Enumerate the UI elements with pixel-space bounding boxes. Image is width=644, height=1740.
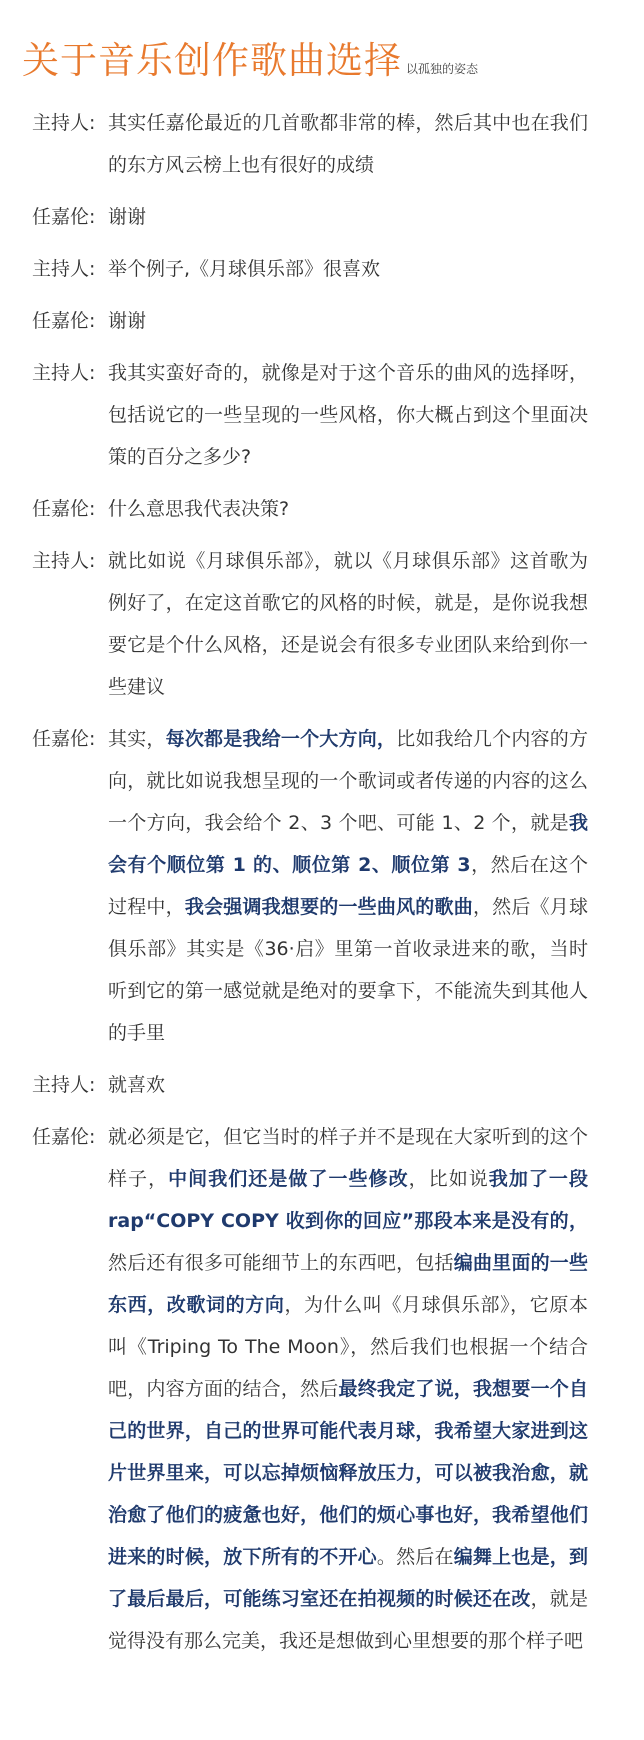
text-segment: 谢谢 xyxy=(108,206,147,228)
text-segment: 就必须是它，但它当时的样子并不是现在大家听到的这个样子， xyxy=(108,1126,588,1190)
dialogue-text xyxy=(108,102,588,186)
text-segment: 谢谢 xyxy=(108,310,147,332)
text-segment: ，就是觉得没有那么完美，我还是想做到心里想要的那个样子吧 xyxy=(108,1588,588,1652)
speaker-label: 任嘉伦: xyxy=(32,498,96,520)
speaker-label: 主持人: xyxy=(32,112,96,134)
dialogue-text xyxy=(108,196,588,238)
dialogue-text xyxy=(108,1116,588,1662)
dialogue-entry xyxy=(0,196,644,238)
text-segment: 。然后在 xyxy=(376,1546,454,1568)
header xyxy=(22,30,478,84)
text-segment: 然后还有很多可能细节上的东西吧，包括 xyxy=(108,1252,454,1274)
text-segment: ，为什么叫《月球俱乐部》，它原本叫《Triping To The Moon》，然后我们也根据一个结合吧，内容方面的结合，然后 xyxy=(108,1294,588,1400)
dialogue-entry xyxy=(0,352,644,478)
speaker-label: 主持人: xyxy=(32,550,96,572)
dialogue-entry xyxy=(0,1064,644,1106)
page-title: 关于音乐创作歌曲选择 xyxy=(22,39,402,82)
text-segment: 什么意思我代表决策? xyxy=(108,498,290,520)
highlighted-text: 最终我定了说，我想要一个自己的世界，自己的世界可能代表月球，我希望大家进到这片世界里来，可以忘掉烦恼释放压力，可以被我治愈，就治愈了他们的疲惫也好，他们的烦心事也好，我希望他们进来的时候，放下所有的不开心 xyxy=(108,1378,588,1568)
highlighted-text: 中间我们还是做了一些修改 xyxy=(168,1168,409,1190)
speaker-label: 主持人: xyxy=(32,258,96,280)
dialogue-entry xyxy=(0,540,644,708)
text-segment: 比如我给几个内容的方向，就比如说我想呈现的一个歌词或者传递的内容的这么一个方向，我会给个 2、3 个吧、可能 1、2 个，就是 xyxy=(108,728,588,834)
page-subtitle: 以孤独的姿态 xyxy=(406,62,479,76)
text-segment: 我其实蛮好奇的，就像是对于这个音乐的曲风的选择呀，包括说它的一些呈现的一些风格，你大概占到这个里面决策的百分之多少? xyxy=(108,362,588,468)
speaker-label: 任嘉伦: xyxy=(32,1126,96,1148)
highlighted-text: 我会有个顺位第 1 的、顺位第 2、顺位第 3 xyxy=(108,812,588,876)
text-segment: ，然后在这个过程中， xyxy=(108,854,588,918)
dialogue-text xyxy=(108,248,588,290)
text-segment: 就喜欢 xyxy=(108,1074,166,1096)
speaker-label: 任嘉伦: xyxy=(32,728,96,750)
dialogue-text xyxy=(108,1064,588,1106)
dialogue-list xyxy=(0,102,644,1672)
speaker-label: 主持人: xyxy=(32,362,96,384)
dialogue-text xyxy=(108,300,588,342)
highlighted-text: 我加了一段 rap“COPY COPY 收到你的回应”那段本来是没有的， xyxy=(108,1168,588,1232)
text-segment: 就比如说《月球俱乐部》，就以《月球俱乐部》这首歌为例好了，在定这首歌它的风格的时候，就是，是你说我想要它是个什么风格，还是说会有很多专业团队来给到你一些建议 xyxy=(108,550,588,698)
dialogue-text xyxy=(108,540,588,708)
text-segment: 其实， xyxy=(108,728,166,750)
highlighted-text: 编舞上也是，到了最后最后，可能练习室还在拍视频的时候还在改 xyxy=(108,1546,588,1610)
dialogue-entry xyxy=(0,1116,644,1662)
dialogue-text xyxy=(108,718,588,1054)
speaker-label: 任嘉伦: xyxy=(32,310,96,332)
highlighted-text: 编曲里面的一些东西，改歌词的方向 xyxy=(108,1252,588,1316)
text-segment: 举个例子,《月球俱乐部》很喜欢 xyxy=(108,258,381,280)
speaker-label: 主持人: xyxy=(32,1074,96,1096)
dialogue-entry xyxy=(0,300,644,342)
text-segment: ，比如说 xyxy=(408,1168,489,1190)
dialogue-entry xyxy=(0,248,644,290)
dialogue-entry xyxy=(0,102,644,186)
highlighted-text: 每次都是我给一个大方向， xyxy=(165,728,397,750)
speaker-label: 任嘉伦: xyxy=(32,206,96,228)
text-segment: 其实任嘉伦最近的几首歌都非常的棒，然后其中也在我们的东方风云榜上也有很好的成绩 xyxy=(108,112,588,176)
dialogue-text xyxy=(108,488,588,530)
highlighted-text: 我会强调我想要的一些曲风的歌曲 xyxy=(184,896,473,918)
dialogue-text xyxy=(108,352,588,478)
text-segment: ，然后《月球俱乐部》其实是《36·启》里第一首收录进来的歌，当时听到它的第一感觉就是绝对的要拿下，不能流失到其他人的手里 xyxy=(108,896,588,1044)
dialogue-entry xyxy=(0,488,644,530)
dialogue-entry xyxy=(0,718,644,1054)
